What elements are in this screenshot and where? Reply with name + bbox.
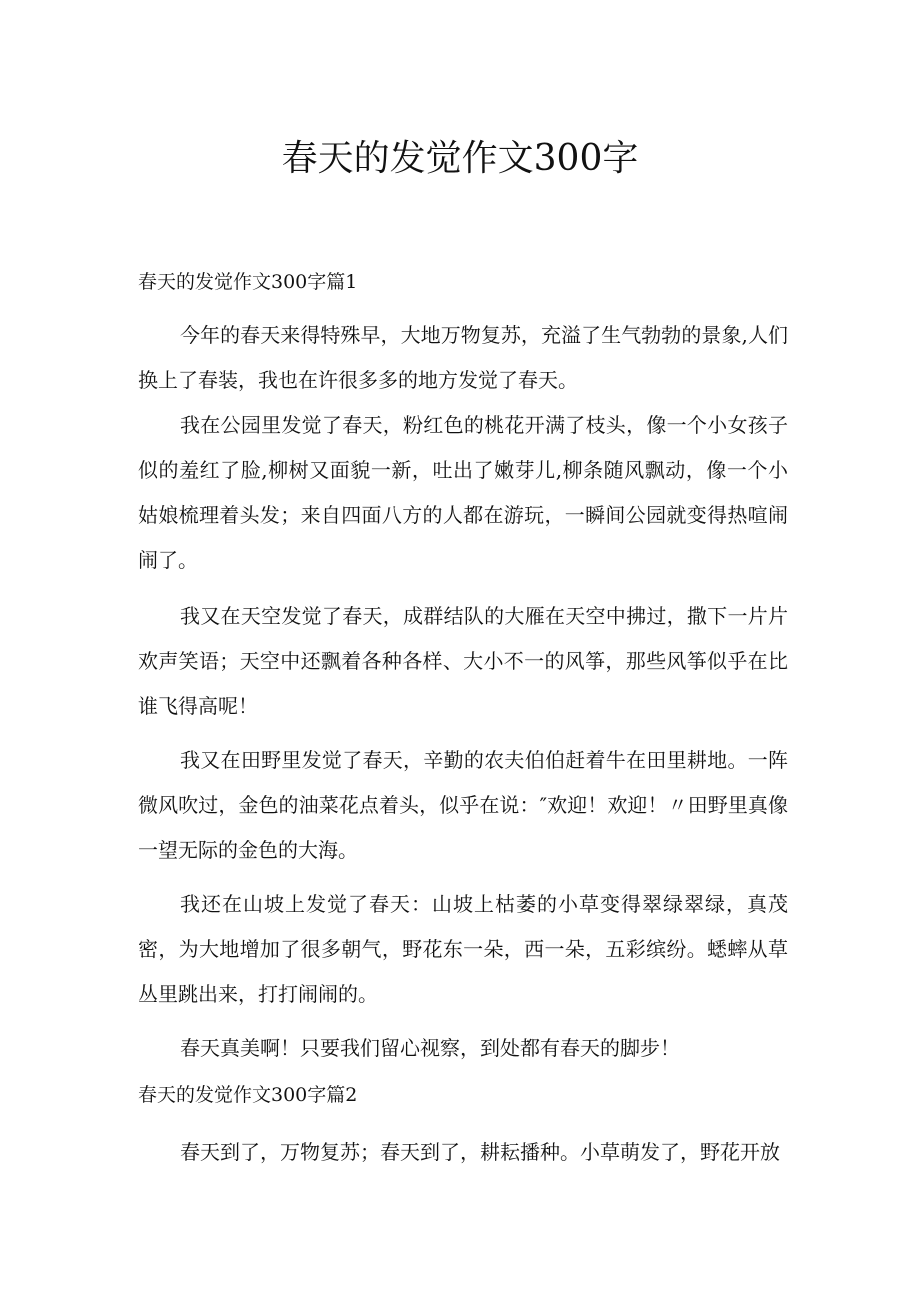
- paragraph: 我在公园里发觉了春天，粉红色的桃花开满了枝头，像一个小女孩子似的羞红了脸,柳树又面貌一新，吐出了嫩芽儿,柳条随风飘动，像一个小姑娘梳理着头发；来自四面八方的人都在游玩，一瞬间公园就变得热喧闹闹了。: [138, 413, 788, 572]
- paragraph: 今年的春天来得特殊早，大地万物复苏，充溢了生气勃勃的景象,人们换上了春装，我也在许很多多的地方发觉了春天。: [138, 323, 788, 392]
- section-heading-1: 春天的发觉作文300字篇1: [138, 271, 358, 293]
- document-title: 春天的发觉作文300字: [281, 138, 639, 179]
- paragraph: 春天真美啊！只要我们留心视察，到处都有春天的脚步！: [180, 1036, 680, 1060]
- paragraph: 我还在山坡上发觉了春天：山坡上枯萎的小草变得翠绿翠绿，真茂密，为大地增加了很多朝气，野花东一朵，西一朵，五彩缤纷。蟋蟀从草丛里跳出来，打打闹闹的。: [138, 892, 788, 1006]
- section-heading-2: 春天的发觉作文300字篇2: [138, 1084, 358, 1106]
- paragraph: 我又在天空发觉了春天，成群结队的大雁在天空中拂过，撒下一片片欢声笑语；天空中还飘着各种各样、大小不一的风筝，那些风筝似乎在比谁飞得高呢！: [138, 604, 788, 718]
- paragraph: 春天到了，万物复苏；春天到了，耕耘播种。小草萌发了，野花开放: [180, 1140, 780, 1164]
- paragraph: 我又在田野里发觉了春天，辛勤的农夫伯伯赶着牛在田里耕地。一阵微风吹过，金色的油菜花点着头，似乎在说：″欢迎！欢迎！〃田野里真像一望无际的金色的大海。: [138, 748, 788, 862]
